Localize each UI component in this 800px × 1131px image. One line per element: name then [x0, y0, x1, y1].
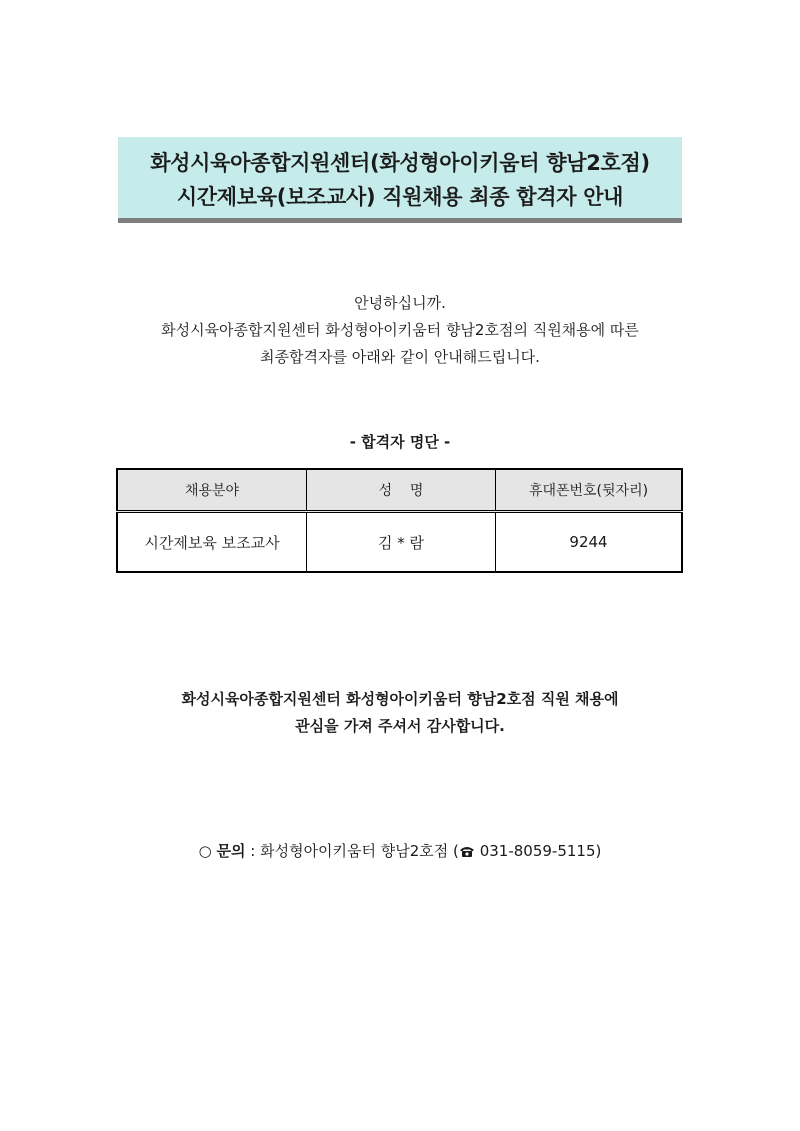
contact-phone: 031-8059-5115) — [474, 842, 602, 860]
greeting-line-1: 안녕하십니까. — [354, 294, 446, 312]
successful-candidates-heading: - 합격자 명단 - — [349, 433, 451, 451]
greeting-line-2: 화성시육아종합지원센터 화성형아이키움터 향남2호점의 직원채용에 따른 — [161, 321, 639, 339]
circle-bullet-icon: ○ — [198, 842, 212, 860]
header-phone: 휴대폰번호(뒷자리) — [496, 469, 683, 512]
thanks-paragraph — [0, 686, 800, 740]
header-name: 성 명 — [307, 469, 496, 512]
title-line-1: 화성시육아종합지원센터(화성형아이키움터 향남2호점) — [150, 150, 650, 175]
header-field: 채용분야 — [117, 469, 307, 512]
title-line-2: 시간제보육(보조교사) 직원채용 최종 합격자 안내 — [176, 184, 624, 209]
document-title-box — [118, 137, 682, 223]
thanks-line-1: 화성시육아종합지원센터 화성형아이키움터 향남2호점 직원 채용에 — [181, 690, 619, 708]
cell-field: 시간제보육 보조교사 — [117, 512, 307, 573]
contact-label: 문의 — [216, 842, 246, 860]
thanks-line-2: 관심을 가져 주셔서 감사합니다. — [295, 717, 505, 735]
cell-phone: 9244 — [496, 512, 683, 573]
contact-line — [0, 838, 800, 866]
successful-candidates-table — [116, 468, 683, 573]
greeting-paragraph — [0, 290, 800, 371]
greeting-line-3: 최종합격자를 아래와 같이 안내해드립니다. — [260, 348, 540, 366]
cell-name: 김 * 람 — [307, 512, 496, 573]
table-row — [117, 512, 682, 573]
contact-text: 화성형아이키움터 향남2호점 ( — [260, 842, 459, 860]
table-header-row — [117, 469, 682, 512]
contact-separator: : — [245, 842, 261, 860]
telephone-icon — [459, 840, 475, 866]
